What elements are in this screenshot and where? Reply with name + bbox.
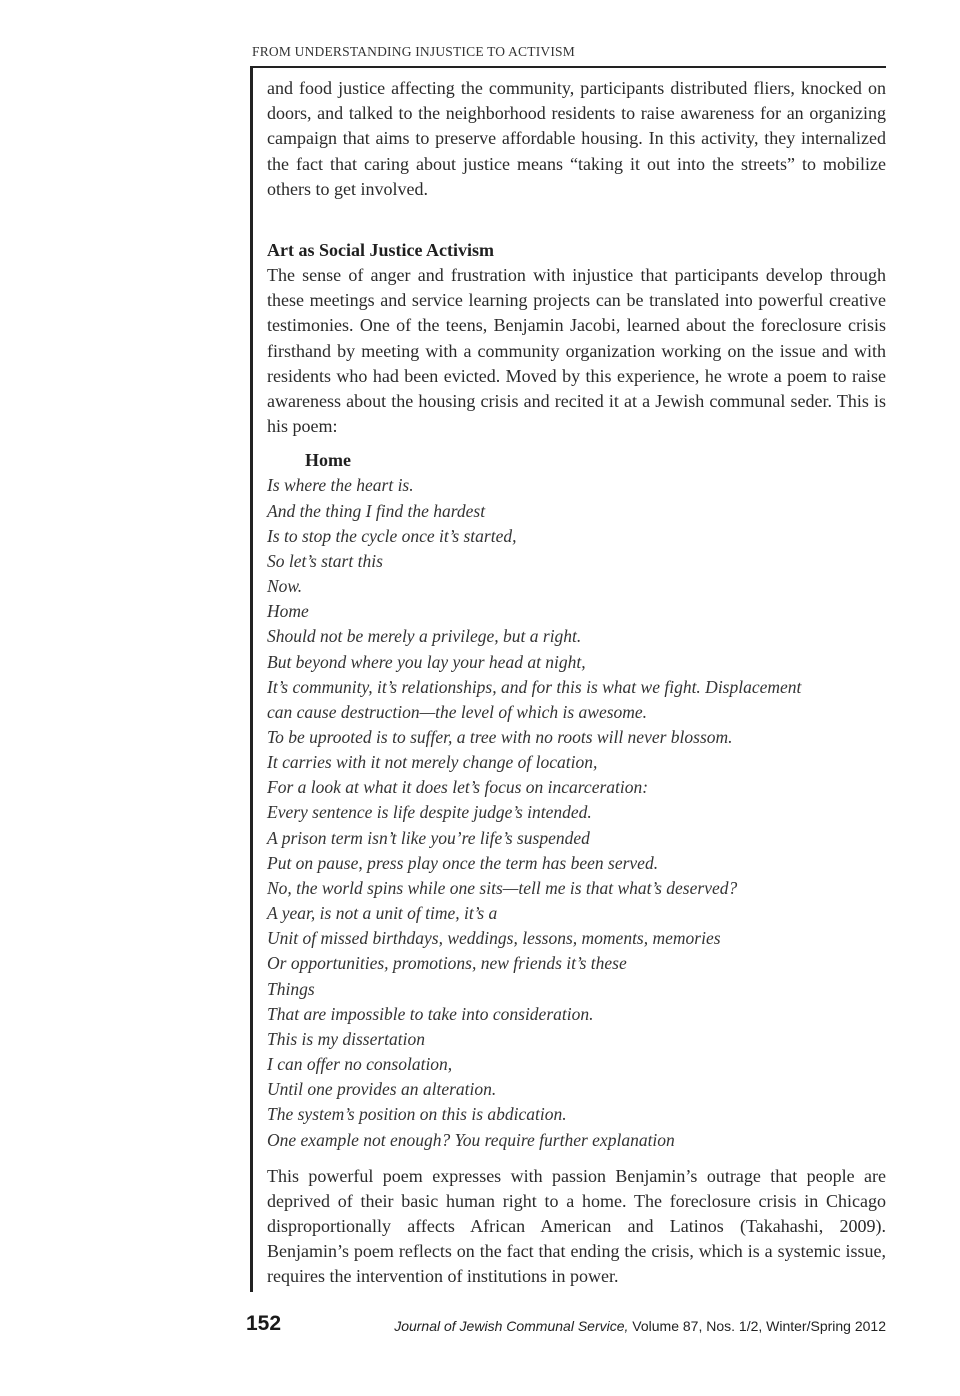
- poem-line: And the thing I find the hardest: [267, 500, 486, 521]
- poem-line: It carries with it not merely change of location,: [267, 752, 598, 773]
- poem-line: So let’s start this: [267, 550, 383, 571]
- paragraph-intro: and food justice affecting the community, participants distributed fliers, knocked on doors, and talked to the neighborhood residents to raise awareness for an organizing campaign that aims to preserve affordable housing. In this activity, they internalized the fact that caring about justice means “taking it out into the streets” to mobilize others to get involved.: [267, 78, 886, 199]
- poem-line: Every sentence is life despite judge’s intended.: [267, 802, 592, 823]
- poem-line: Or opportunities, promotions, new friends it’s these: [267, 953, 627, 974]
- volume-info: Volume 87, Nos. 1/2, Winter/Spring 2012: [628, 1318, 886, 1334]
- poem-line: Should not be merely a privilege, but a right.: [267, 626, 582, 647]
- header-rule: [252, 66, 886, 68]
- poem-line: No, the world spins while one sits—tell me is that what’s deserved?: [267, 877, 738, 898]
- poem-line: Until one provides an alteration.: [267, 1079, 497, 1100]
- poem: [267, 473, 886, 1152]
- article-body: [267, 76, 886, 1290]
- poem-line: Things: [267, 978, 315, 999]
- poem-line: Is where the heart is.: [267, 475, 414, 496]
- paragraph-conclusion: This powerful poem expresses with passion Benjamin’s outrage that people are deprived of their basic human right to a home. The foreclosure crisis in Chicago disproportionally affects African American and Latinos (Takahashi, 2009). Benjamin’s poem reflects on the fact that ending the crisis, which is a systemic issue, requires the intervention of institutions in power.: [267, 1165, 886, 1287]
- poem-line: Is to stop the cycle once it’s started,: [267, 525, 517, 546]
- margin-rule: [250, 66, 253, 1292]
- poem-line: Home: [267, 601, 309, 622]
- journal-name: Journal of Jewish Communal Service,: [394, 1318, 629, 1334]
- poem-line: Put on pause, press play once the term has been served.: [267, 852, 659, 873]
- poem-line: That are impossible to take into consideration.: [267, 1003, 594, 1024]
- poem-line: But beyond where you lay your head at night,: [267, 651, 586, 672]
- poem-line: A prison term isn’t like you’re life’s suspended: [267, 827, 590, 848]
- poem-line: For a look at what it does let’s focus on incarceration:: [267, 777, 649, 798]
- poem-line: can cause destruction—the level of which is awesome.: [267, 701, 648, 722]
- journal-citation: [394, 1318, 886, 1334]
- poem-line: This is my dissertation: [267, 1028, 426, 1049]
- page-number: 152: [246, 1312, 282, 1335]
- poem-line: One example not enough? You require further explanation: [267, 1129, 675, 1150]
- poem-line: To be uprooted is to suffer, a tree with no roots will never blossom.: [267, 727, 733, 747]
- running-head: FROM UNDERSTANDING INJUSTICE TO ACTIVISM: [252, 44, 575, 59]
- section-heading: Art as Social Justice Activism: [267, 240, 494, 261]
- poem-title: Home: [305, 450, 351, 471]
- poem-line: Unit of missed birthdays, weddings, lessons, moments, memories: [267, 928, 721, 949]
- poem-line: A year, is not a unit of time, it’s a: [267, 903, 498, 924]
- poem-line: I can offer no consolation,: [267, 1054, 453, 1075]
- paragraph-art: The sense of anger and frustration with injustice that participants develop through these meetings and service learning projects can be translated into powerful creative testimonies. One of the teens, Benjamin Jacobi, learned about the foreclosure crisis firsthand by meeting with a community organization working on the issue and with residents who had been evicted. Moved by this experience, he wrote a poem to raise awareness about the housing crisis and recited it at a Jewish communal seder. This is his poem:: [267, 265, 886, 437]
- poem-line: The system’s position on this is abdication.: [267, 1104, 567, 1125]
- poem-line: Now.: [267, 576, 303, 597]
- poem-line: It’s community, it’s relationships, and for this is what we fight. Displacement: [267, 676, 802, 697]
